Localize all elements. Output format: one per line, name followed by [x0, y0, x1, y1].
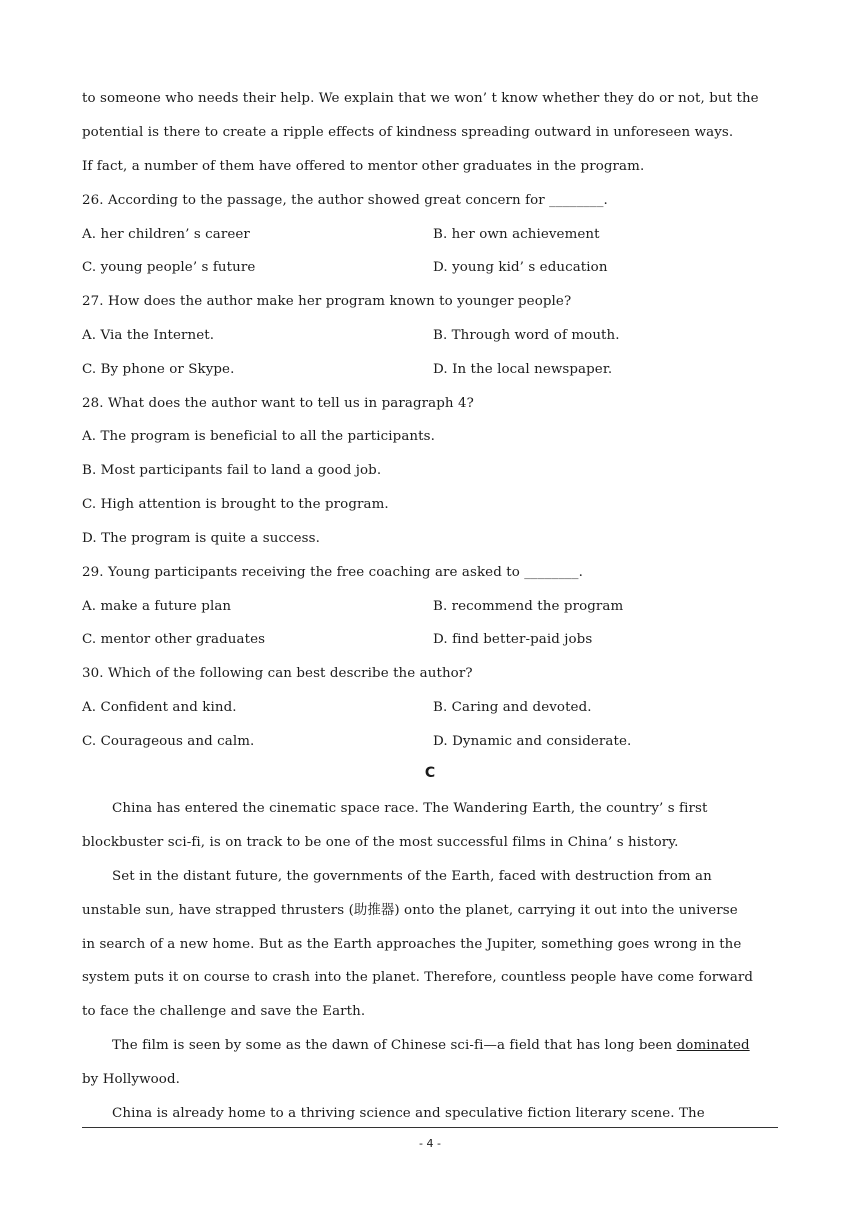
q29-option-c: C. mentor other graduates: [82, 632, 266, 647]
q27-option-d: D. In the local newspaper.: [433, 362, 613, 377]
q29-option-b: B. recommend the program: [433, 599, 624, 614]
q27-option-c: C. By phone or Skype.: [82, 362, 235, 377]
passage-line: to face the challenge and save the Earth.: [82, 1004, 366, 1019]
section-heading: C: [424, 765, 436, 781]
passage-line: Set in the distant future, the governments of the Earth, faced with destruction from an: [112, 869, 712, 884]
passage-line: China is already home to a thriving science and speculative fiction literary scene. The: [112, 1106, 705, 1121]
q26-option-d: D. young kid’ s education: [433, 260, 608, 275]
q27-option-b: B. Through word of mouth.: [433, 328, 620, 343]
question-27-stem: 27. How does the author make her program known to younger people?: [82, 294, 572, 309]
q28-option-c: C. High attention is brought to the program.: [82, 497, 389, 512]
question-26-stem: 26. According to the passage, the author showed great concern for ________.: [82, 193, 608, 208]
passage-line: in search of a new home. But as the Earth approaches the Jupiter, something goes wrong in the: [82, 937, 742, 952]
q30-option-c: C. Courageous and calm.: [82, 734, 255, 749]
passage-line: to someone who needs their help. We explain that we won’ t know whether they do or not, but the: [82, 91, 759, 106]
q27-option-a: A. Via the Internet.: [82, 328, 215, 343]
q29-option-d: D. find better-paid jobs: [433, 632, 593, 647]
passage-text: The film is seen by some as the dawn of Chinese sci-fi—a field that has long been: [112, 1038, 677, 1053]
q26-option-b: B. her own achievement: [433, 227, 600, 242]
question-28-stem: 28. What does the author want to tell us in paragraph 4?: [82, 396, 474, 411]
question-29-stem: 29. Young participants receiving the free coaching are asked to ________.: [82, 565, 583, 580]
q30-option-a: A. Confident and kind.: [82, 700, 237, 715]
q26-option-a: A. her children’ s career: [82, 227, 250, 242]
q30-option-d: D. Dynamic and considerate.: [433, 734, 632, 749]
passage-line: blockbuster sci-fi, is on track to be one of the most successful films in China’ s history.: [82, 835, 679, 850]
footer-divider: [82, 1127, 778, 1128]
q30-option-b: B. Caring and devoted.: [433, 700, 592, 715]
q29-option-a: A. make a future plan: [82, 599, 232, 614]
passage-line: If fact, a number of them have offered to mentor other graduates in the program.: [82, 159, 645, 174]
q28-option-d: D. The program is quite a success.: [82, 531, 320, 546]
page-number: - 4 -: [419, 1137, 441, 1150]
passage-line: [112, 1036, 778, 1056]
passage-line: China has entered the cinematic space race. The Wandering Earth, the country’ s first: [112, 801, 708, 816]
underlined-word: dominated: [676, 1038, 750, 1053]
passage-line: potential is there to create a ripple effects of kindness spreading outward in unforeseen ways.: [82, 125, 734, 140]
question-30-stem: 30. Which of the following can best describe the author?: [82, 666, 473, 681]
passage-line: by Hollywood.: [82, 1072, 180, 1087]
q26-option-c: C. young people’ s future: [82, 260, 256, 275]
q28-option-a: A. The program is beneficial to all the participants.: [82, 429, 435, 444]
passage-line: system puts it on course to crash into the planet. Therefore, countless people have come forward: [82, 970, 754, 985]
passage-line: unstable sun, have strapped thrusters (助推器) onto the planet, carrying it out into the universe: [82, 903, 738, 918]
q28-option-b: B. Most participants fail to land a good job.: [82, 463, 382, 478]
